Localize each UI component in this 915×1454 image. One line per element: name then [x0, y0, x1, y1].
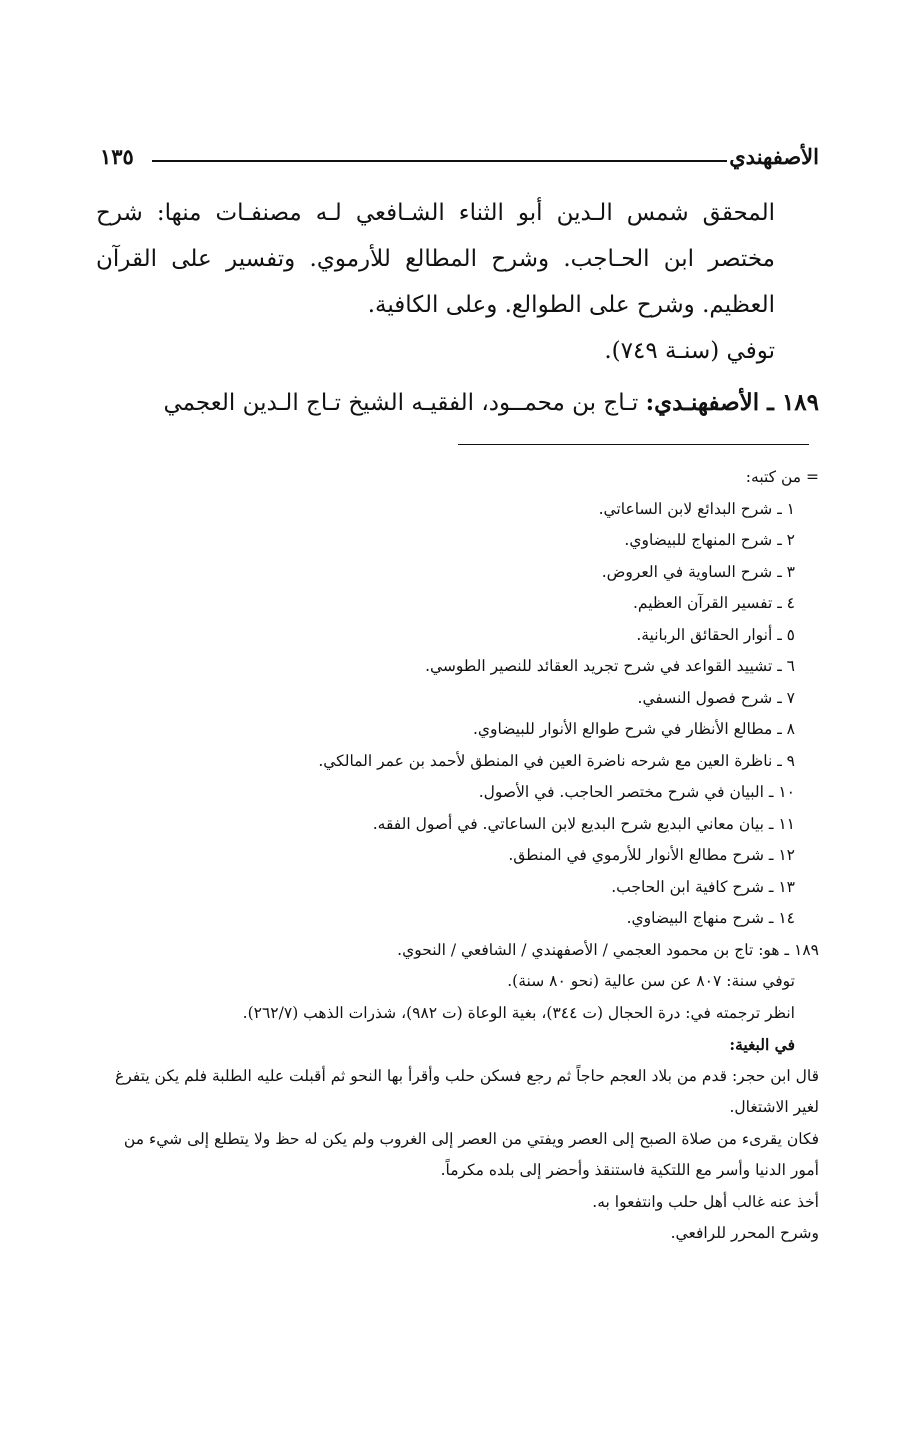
note-quote: وشرح المحرر للرافعي. — [670, 1224, 819, 1242]
note-quote: فكان يقرىء من صلاة الصبح إلى العصر ويفتي من العصر إلى الغروب ولم يكن له حظ ولا يتطلع إلى شيء من أمور الدنيا وأسر مع اللتكية فاستنقذ وأحضر إلى بلده مكرماً. — [123, 1129, 819, 1179]
book-item: ٤ ـ تفسير القرآن العظيم. — [632, 594, 795, 612]
note-quote: قال ابن حجر: قدم من بلاد العجم حاجاً ثم رجع فسكن حلب وأقرأ بها النحو ثم أقبلت عليه الطلبة فلم يكن يتفرغ لغير الاشتغال. — [115, 1066, 819, 1116]
death-line: توفي (سنـة ٧٤٩). — [604, 338, 775, 364]
book-item: ١٤ ـ شرح منهاج البيضاوي. — [626, 909, 795, 927]
book-item: ٩ ـ ناظرة العين مع شرحه ناضرة العين في المنطق لأحمد بن عمر المالكي. — [318, 751, 795, 770]
book-item: ٢ ـ شرح المنهاج للبيضاوي. — [624, 531, 795, 549]
note-quote: أخذ عنه غالب أهل حلب وانتفعوا به. — [592, 1192, 819, 1211]
note-death: توفي سنة: ٨٠٧ عن سن عالية (نحو ٨٠ سنة). — [507, 972, 795, 990]
page-header — [100, 138, 819, 178]
entry-number: ١٨٩ ـ الأصفهنـدي: — [645, 389, 819, 416]
book-item: ١ ـ شرح البدائع لابن الساعاتي. — [598, 499, 795, 518]
entry-heading — [96, 380, 819, 426]
running-title: الأصفهندي — [729, 144, 819, 169]
books-intro: = من كتبه: — [745, 468, 819, 486]
book-item: ١٣ ـ شرح كافية ابن الحاجب. — [611, 877, 795, 896]
book-item: ٨ ـ مطالع الأنظار في شرح طوالع الأنوار للبيضاوي. — [472, 720, 795, 738]
footnote-rule — [458, 444, 809, 445]
header-rule — [152, 160, 727, 162]
footnotes — [96, 462, 819, 1250]
book-item: ٣ ـ شرح الساوية في العروض. — [601, 562, 795, 581]
book-item: ١٢ ـ شرح مطالع الأنوار للأرموي في المنطق. — [508, 846, 795, 864]
note-sources: انظر ترجمته في: درة الحجال (ت ٣٤٤)، بغية الوعاة (ت ٩٨٢)، شذرات الذهب (٢٦٢/٧). — [242, 1003, 795, 1022]
book-item: ٧ ـ شرح فصول النسفي. — [637, 688, 795, 707]
note-189: ١٨٩ ـ هو: تاج بن محمود العجمي / الأصفهندي / الشافعي / النحوي. — [397, 940, 819, 959]
entry-text: تـاج بن محمــود، الفقيـه الشيخ تـاج الـدين العجمي — [163, 390, 639, 416]
book-item: ١١ ـ بيان معاني البديع شرح البديع لابن الساعاتي. في أصول الفقه. — [372, 814, 795, 833]
book-item: ٦ ـ تشييد القواعد في شرح تجريد العقائد للنصير الطوسي. — [425, 657, 795, 675]
main-text — [96, 190, 819, 426]
book-item: ١٠ ـ البيان في شرح مختصر الحاجب. في الأصول. — [478, 783, 795, 801]
book-item: ٥ ـ أنوار الحقائق الربانية. — [636, 625, 795, 644]
page-number: ١٣٥ — [100, 144, 134, 169]
main-paragraph: المحقق شمس الـدين أبو الثناء الشـافعي لـه مصنفـات منها: شرح مختصر ابن الحـاجب. وشرح المطالع للأرموي. وتفسير على القرآن العظيم. وشرح على الطوالع. وعلى الكافية. — [96, 200, 775, 318]
note-bughya: في البغية: — [729, 1035, 795, 1054]
